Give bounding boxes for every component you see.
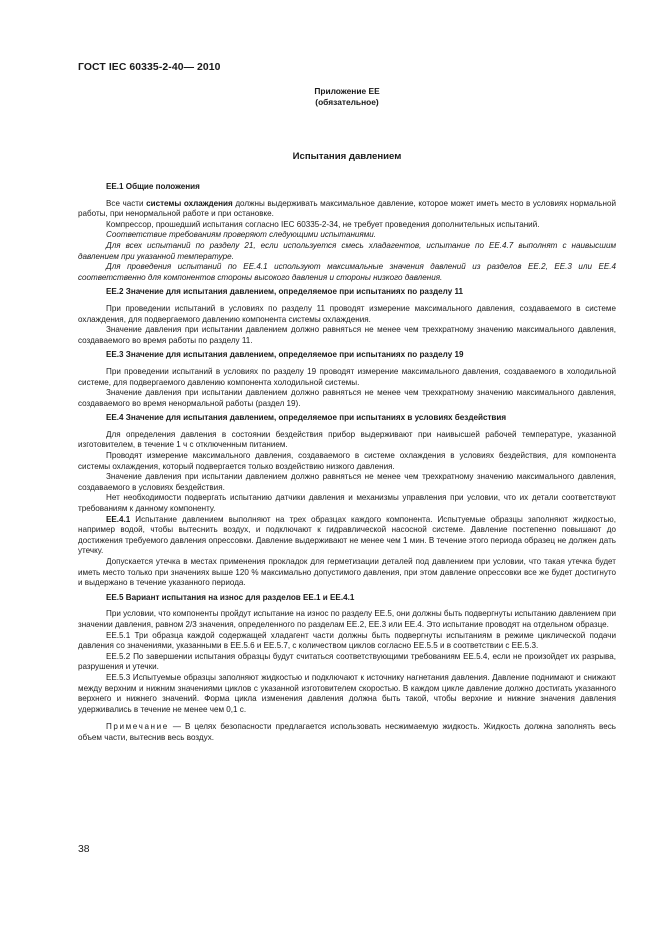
paragraph [78, 515, 616, 557]
paragraph: Компрессор, прошедший испытания согласно IEC 60335-2-34, не требует проведения дополнительных испытаний. [106, 219, 540, 229]
clause-number: ЕЕ.4.1 [106, 514, 131, 524]
text-run: должны выдерживать максимальное давление, которое может иметь место в условиях нормальной работы, при ненормальной работе и при остановке. [78, 198, 617, 219]
paragraph: Допускается утечка в местах применения прокладок для герметизации деталей под давлением при условии, что такая утечка будет иметь место только при значениях выше 120 % максимально допустимого давления, при этом давление опрессовки все же будет достигнуто и выдержано в течение указанного периода. [78, 557, 616, 588]
note-text: — В целях безопасности предлагается использовать несжимаемую жидкость. Жидкость должна заполнять весь объем части, вытеснив весь воздух. [78, 722, 616, 742]
paragraph: Значение давления при испытании давлением должно равняться не менее чем трехкратному значению максимального давления, создаваемого во время ненормальной работы (раздел 19). [78, 388, 616, 408]
section-heading-ee2: ЕЕ.2 Значение для испытания давлением, определяемое при испытаниях по разделу 11 [106, 287, 464, 297]
paragraph [78, 199, 616, 220]
paragraph: Проводят измерение максимального давления, создаваемого в системе охлаждения в условиях бездействия, для компонента системы охлаждения, который подвергается только воздействию низкого давления. [78, 451, 616, 471]
paragraph: Значение давления при испытании давлением должно равняться не менее чем трехкратному значению максимального давления, создаваемого в условиях бездействия. [78, 472, 616, 492]
section-heading-ee1: ЕЕ.1 Общие положения [106, 182, 200, 191]
paragraph: При условии, что компоненты пройдут испытание на износ по разделу ЕЕ.5, они должны быть подвергнуты испытанию давлением при значении давления, равном 2/3 значения, определенного по разделам ЕЕ.2, ЕЕ.3 или ЕЕ.4. Это испытание проводят на отдельном образце. [78, 609, 616, 629]
note-label: Примечание [106, 722, 169, 732]
term-bold: системы охлаждения [146, 198, 233, 208]
paragraph: Для определения давления в состоянии бездействия прибор выдерживают при наивысшей рабочей температуре, указанной изготовителем, в течение 1 ч с отключенным питанием. [78, 429, 616, 450]
paragraph-italic: Соответствие требованиям проверяют следующими испытаниями. [106, 230, 377, 240]
note-paragraph [78, 722, 616, 743]
paragraph: При проведении испытаний в условиях по разделу 19 проводят измерение максимального давления, создаваемого в холодильной системе, для подвергаемого давлению компонента холодильной системы. [78, 366, 616, 387]
document-title: Испытания давлением [292, 151, 402, 162]
section-heading-ee4: ЕЕ.4 Значение для испытания давлением, определяемое при испытаниях в условиях бездействия [106, 413, 507, 423]
paragraph: ЕЕ.5.2 По завершении испытания образцы будут считаться соответствующими требованиям ЕЕ.5.4, если не произойдет их разрыва, разрушения и утечки. [78, 651, 616, 672]
standard-header: ГОСТ IEC 60335-2-40— 2010 [78, 62, 221, 73]
section-heading-ee5: ЕЕ.5 Вариант испытания на износ для разделов ЕЕ.1 и ЕЕ.4.1 [106, 592, 355, 602]
paragraph: Значение давления при испытании давлением должно равняться не менее чем трехкратному значению максимального давления, создаваемого во время работы по разделу 11. [78, 325, 616, 345]
paragraph: Нет необходимости подвергать испытанию датчики давления и механизмы управления при условии, что их детали соответствуют требованиям к данному компоненту. [78, 493, 616, 514]
section-heading-ee3: ЕЕ.3 Значение для испытания давлением, определяемое при испытаниях по разделу 19 [106, 350, 464, 360]
document-body [78, 182, 616, 744]
paragraph: ЕЕ.5.1 Три образца каждой содержащей хладагент части должны быть подвергнуты испытаниям в режиме циклической подачи давления со значениями, указанными в ЕЕ.5.6 и ЕЕ.5.7, с количеством циклов согласно ЕЕ.5.5 и в соответствии с ЕЕ.5.3. [78, 630, 616, 651]
text-run: Испытание давлением выполняют на трех образцах каждого компонента. Испытуемые образцы заполняют жидкостью, например водой, чтобы вытеснить воздух, и подключают к гидравлической насосной системе. Давление постепенно повышают до достижения требуемого давления опрессовки. Давление выдерживают не менее чем 1 мин. В течение этого периода образец не должен дать утечку. [78, 514, 616, 556]
paragraph-italic: Для всех испытаний по разделу 21, если используется смесь хладагентов, испытание по ЕЕ.4.7 выполнят с наивысшим давлением при указанной температуре. [78, 240, 616, 261]
paragraph: ЕЕ.5.3 Испытуемые образцы заполняют жидкостью и подключают к источнику нагнетания давления. Давление поднимают и снижают между верхним и нижним значениями циклов с указанной изготовителем скоростью. В каждом цикле давление должно достигать указанного верхнего и нижнего значений. Форма цикла изменения давления должна быть такой, чтобы верхние и нижние значения давления удерживались в течение не менее чем 0,1 с. [78, 672, 616, 714]
annex-heading [78, 86, 616, 108]
text-run: Все части [106, 198, 147, 208]
paragraph: При проведении испытаний в условиях по разделу 11 проводят измерение максимального давления, создаваемого в системе охлаждения, для подвергаемого давлению компонента системы охлаждения. [78, 303, 616, 324]
paragraph-italic: Для проведения испытаний по ЕЕ.4.1 используют максимальные значения давлений из разделов ЕЕ.2, ЕЕ.3 или ЕЕ.4 соответственно для компонентов стороны высокого давления и стороны низкого давления. [78, 262, 616, 282]
page-number: 38 [78, 844, 90, 855]
annex-title: Приложение ЕЕ [314, 86, 380, 96]
annex-status: (обязательное) [315, 97, 379, 107]
